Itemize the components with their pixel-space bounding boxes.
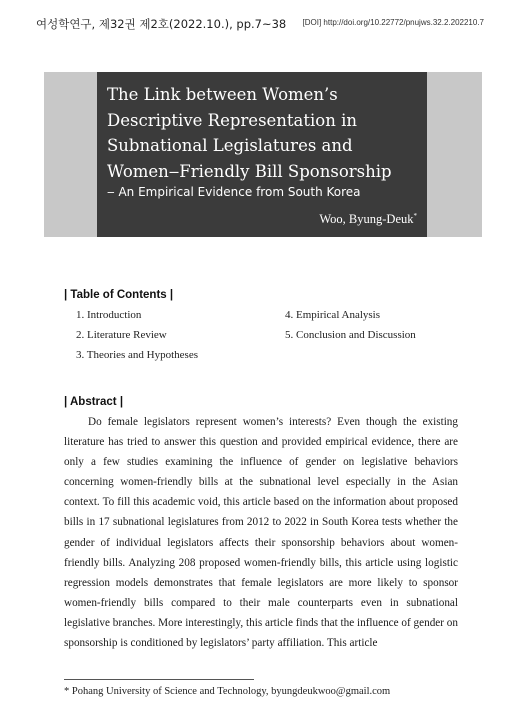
- author-affiliation-footnote: * Pohang University of Science and Technology, byungdeukwoo@gmail.com: [64, 686, 391, 697]
- paper-title: The Link between Women’s Descriptive Representation in Subnational Legislatures and Women‒Friendly Bill Sponsorship: [107, 85, 392, 181]
- running-header: [36, 16, 484, 34]
- title-box: [97, 72, 427, 237]
- doi-link[interactable]: [DOI] http://doi.org/10.22772/pnujws.32.2.202210.7: [302, 18, 484, 27]
- author-footnote-mark: *: [413, 212, 417, 220]
- toc-left-column: [76, 305, 198, 365]
- toc-right-column: [285, 305, 416, 345]
- toc-item[interactable]: 5. Conclusion and Discussion: [285, 329, 416, 341]
- abstract-body: Do female legislators represent women’s interests? Even though the existing literature has tried to answer this question and provided empirical evidence, there are only a few studies examining the influence of gender on legislative behaviors concerning women-friendly bills at the subnational level especially in the Asian context. To fill this academic void, this article based on the information about proposed bills in 17 subnational legislatures from 2012 to 2022 in South Korea tests whether the gender of individual legislators affects their sponsorship behaviors about women-friendly bills. Analyzing 208 proposed women-friendly bills, this article using logistic regression models demonstrates that female legislators are more likely to sponsor women-friendly bills compared to their male counterparts even in subnational legislative branches. More interestingly, this article finds that the influence of gender on sponsorship is conditioned by legislators’ party affiliation. This article: [64, 416, 458, 650]
- toc-item[interactable]: 3. Theories and Hypotheses: [76, 349, 198, 361]
- paper-subtitle: ‒ An Empirical Evidence from South Korea: [107, 185, 361, 199]
- toc-item[interactable]: 1. Introduction: [76, 309, 142, 321]
- author-line: [319, 212, 417, 227]
- journal-citation: 여성학연구, 제32권 제2호(2022.10.), pp.7~38: [36, 17, 287, 31]
- toc-heading: | Table of Contents |: [64, 289, 174, 301]
- author-name: Woo, Byung-Deuk: [319, 212, 414, 227]
- abstract-heading: | Abstract |: [64, 396, 124, 408]
- footnote-rule: [64, 679, 254, 680]
- toc-item[interactable]: 4. Empirical Analysis: [285, 309, 381, 321]
- toc-item[interactable]: 2. Literature Review: [76, 329, 167, 341]
